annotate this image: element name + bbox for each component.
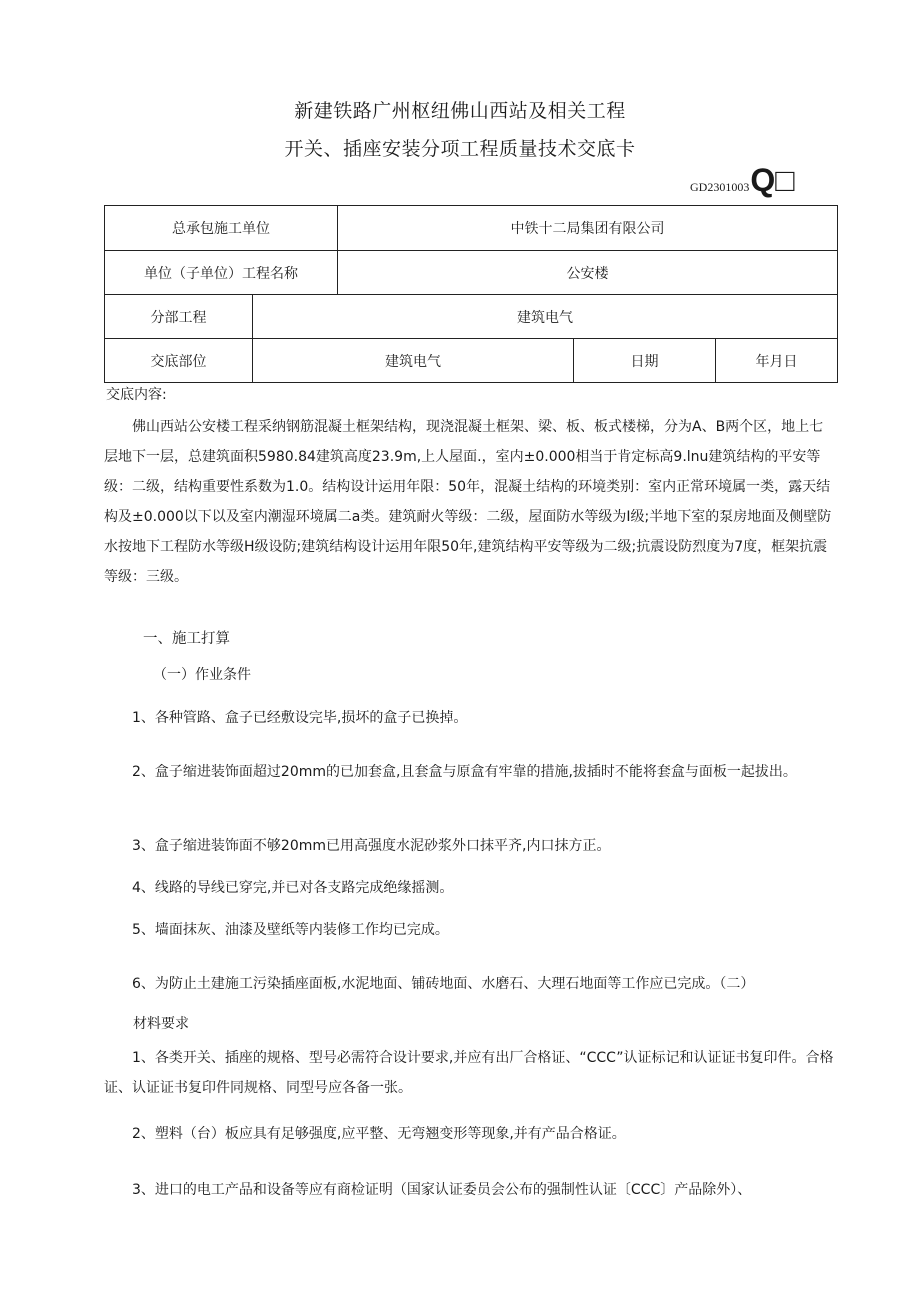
contractor-value: 中铁十二局集团有限公司 [338, 206, 838, 251]
division-label: 分部工程 [105, 295, 253, 339]
overview-paragraph: 佛山西站公安楼工程采纳钢筋混凝土框架结构，现浇混凝土框架、梁、板、板式楼梯，分为A、B两个区，地上七层地下一层，总建筑面积5980.84建筑高度23.9m,上人屋面.，室内±0.000相当于肯定标高9.lnu建筑结构的平安等级：二级，结构重要性系数为1.0。结构设计运用年限：50年，混凝土结构的环境类别：室内正常环境属一类，露天结构及±0.000以下以及室内潮湿环境属二a类。建筑耐火等级：二级，屋面防水等级为I级;半地下室的泵房地面及侧壁防水按地下工程防水等级H级设防;建筑结构设计运用年限50年,建筑结构平安等级为二级;抗震设防烈度为7度，框架抗震等级：三级。 [104, 419, 832, 585]
content-label: 交底内容: [106, 387, 167, 403]
list-item: 1、各种管路、盒子已经敷设完毕,损坏的盒子已换掉。 [132, 710, 468, 726]
section1-title: 一、施工打算 [143, 631, 230, 647]
list-item: 2、塑料（台）板应具有足够强度,应平整、无弯翘变形等现象,并有产品合格证。 [132, 1126, 626, 1142]
table-row [105, 251, 838, 295]
unit-value: 公安楼 [338, 251, 838, 295]
doc-title-line1: 新建铁路广州枢纽佛山西站及相关工程 [294, 100, 626, 122]
list-item: 4、线路的导线已穿完,并已对各支路完成绝缘摇测。 [132, 880, 454, 896]
list-item: 3、盒子缩进装饰面不够20mm已用高强度水泥砂浆外口抹平齐,内口抹方正。 [132, 838, 611, 854]
doc-code-number: GD2301003 [690, 180, 750, 194]
location-value: 建筑电气 [253, 339, 574, 383]
list-item: 6、为防止土建施工污染插座面板,水泥地面、铺砖地面、水磨石、大理石地面等工作应已完成。（二） [132, 976, 755, 992]
doc-title-line2: 开关、插座安装分项工程质量技术交底卡 [284, 138, 636, 160]
doc-code [690, 162, 795, 202]
date-label: 日期 [574, 339, 716, 383]
info-table [104, 205, 838, 383]
unit-label: 单位（子单位）工程名称 [105, 251, 338, 295]
date-value: 年月日 [716, 339, 838, 383]
list-item: 2、盒子缩进装饰面超过20mm的已加套盒,且套盒与原盒有牢靠的措施,拔插时不能将套盒与面板一起拔出。 [132, 764, 797, 780]
list-item: 3、进口的电工产品和设备等应有商检证明（国家认证委员会公布的强制性认证〔CCC〕产品除外）、 [132, 1182, 752, 1198]
sub2-title: 材料要求 [133, 1016, 189, 1032]
doc-code-suffix: Q□ [750, 162, 795, 198]
table-row [105, 206, 838, 251]
location-label: 交底部位 [105, 339, 253, 383]
division-value: 建筑电气 [253, 295, 838, 339]
list-item: 5、墙面抹灰、油漆及壁纸等内装修工作均已完成。 [132, 922, 449, 938]
contractor-label: 总承包施工单位 [105, 206, 338, 251]
sub1-title: （一）作业条件 [153, 667, 251, 683]
table-row [105, 339, 838, 383]
table-row [105, 295, 838, 339]
list-item: 1、各类开关、插座的规格、型号必需符合设计要求,并应有出厂合格证、“CCC”认证标记和认证证书复印件。合格证、认证证书复印件同规格、同型号应各备一张。 [104, 1050, 834, 1096]
